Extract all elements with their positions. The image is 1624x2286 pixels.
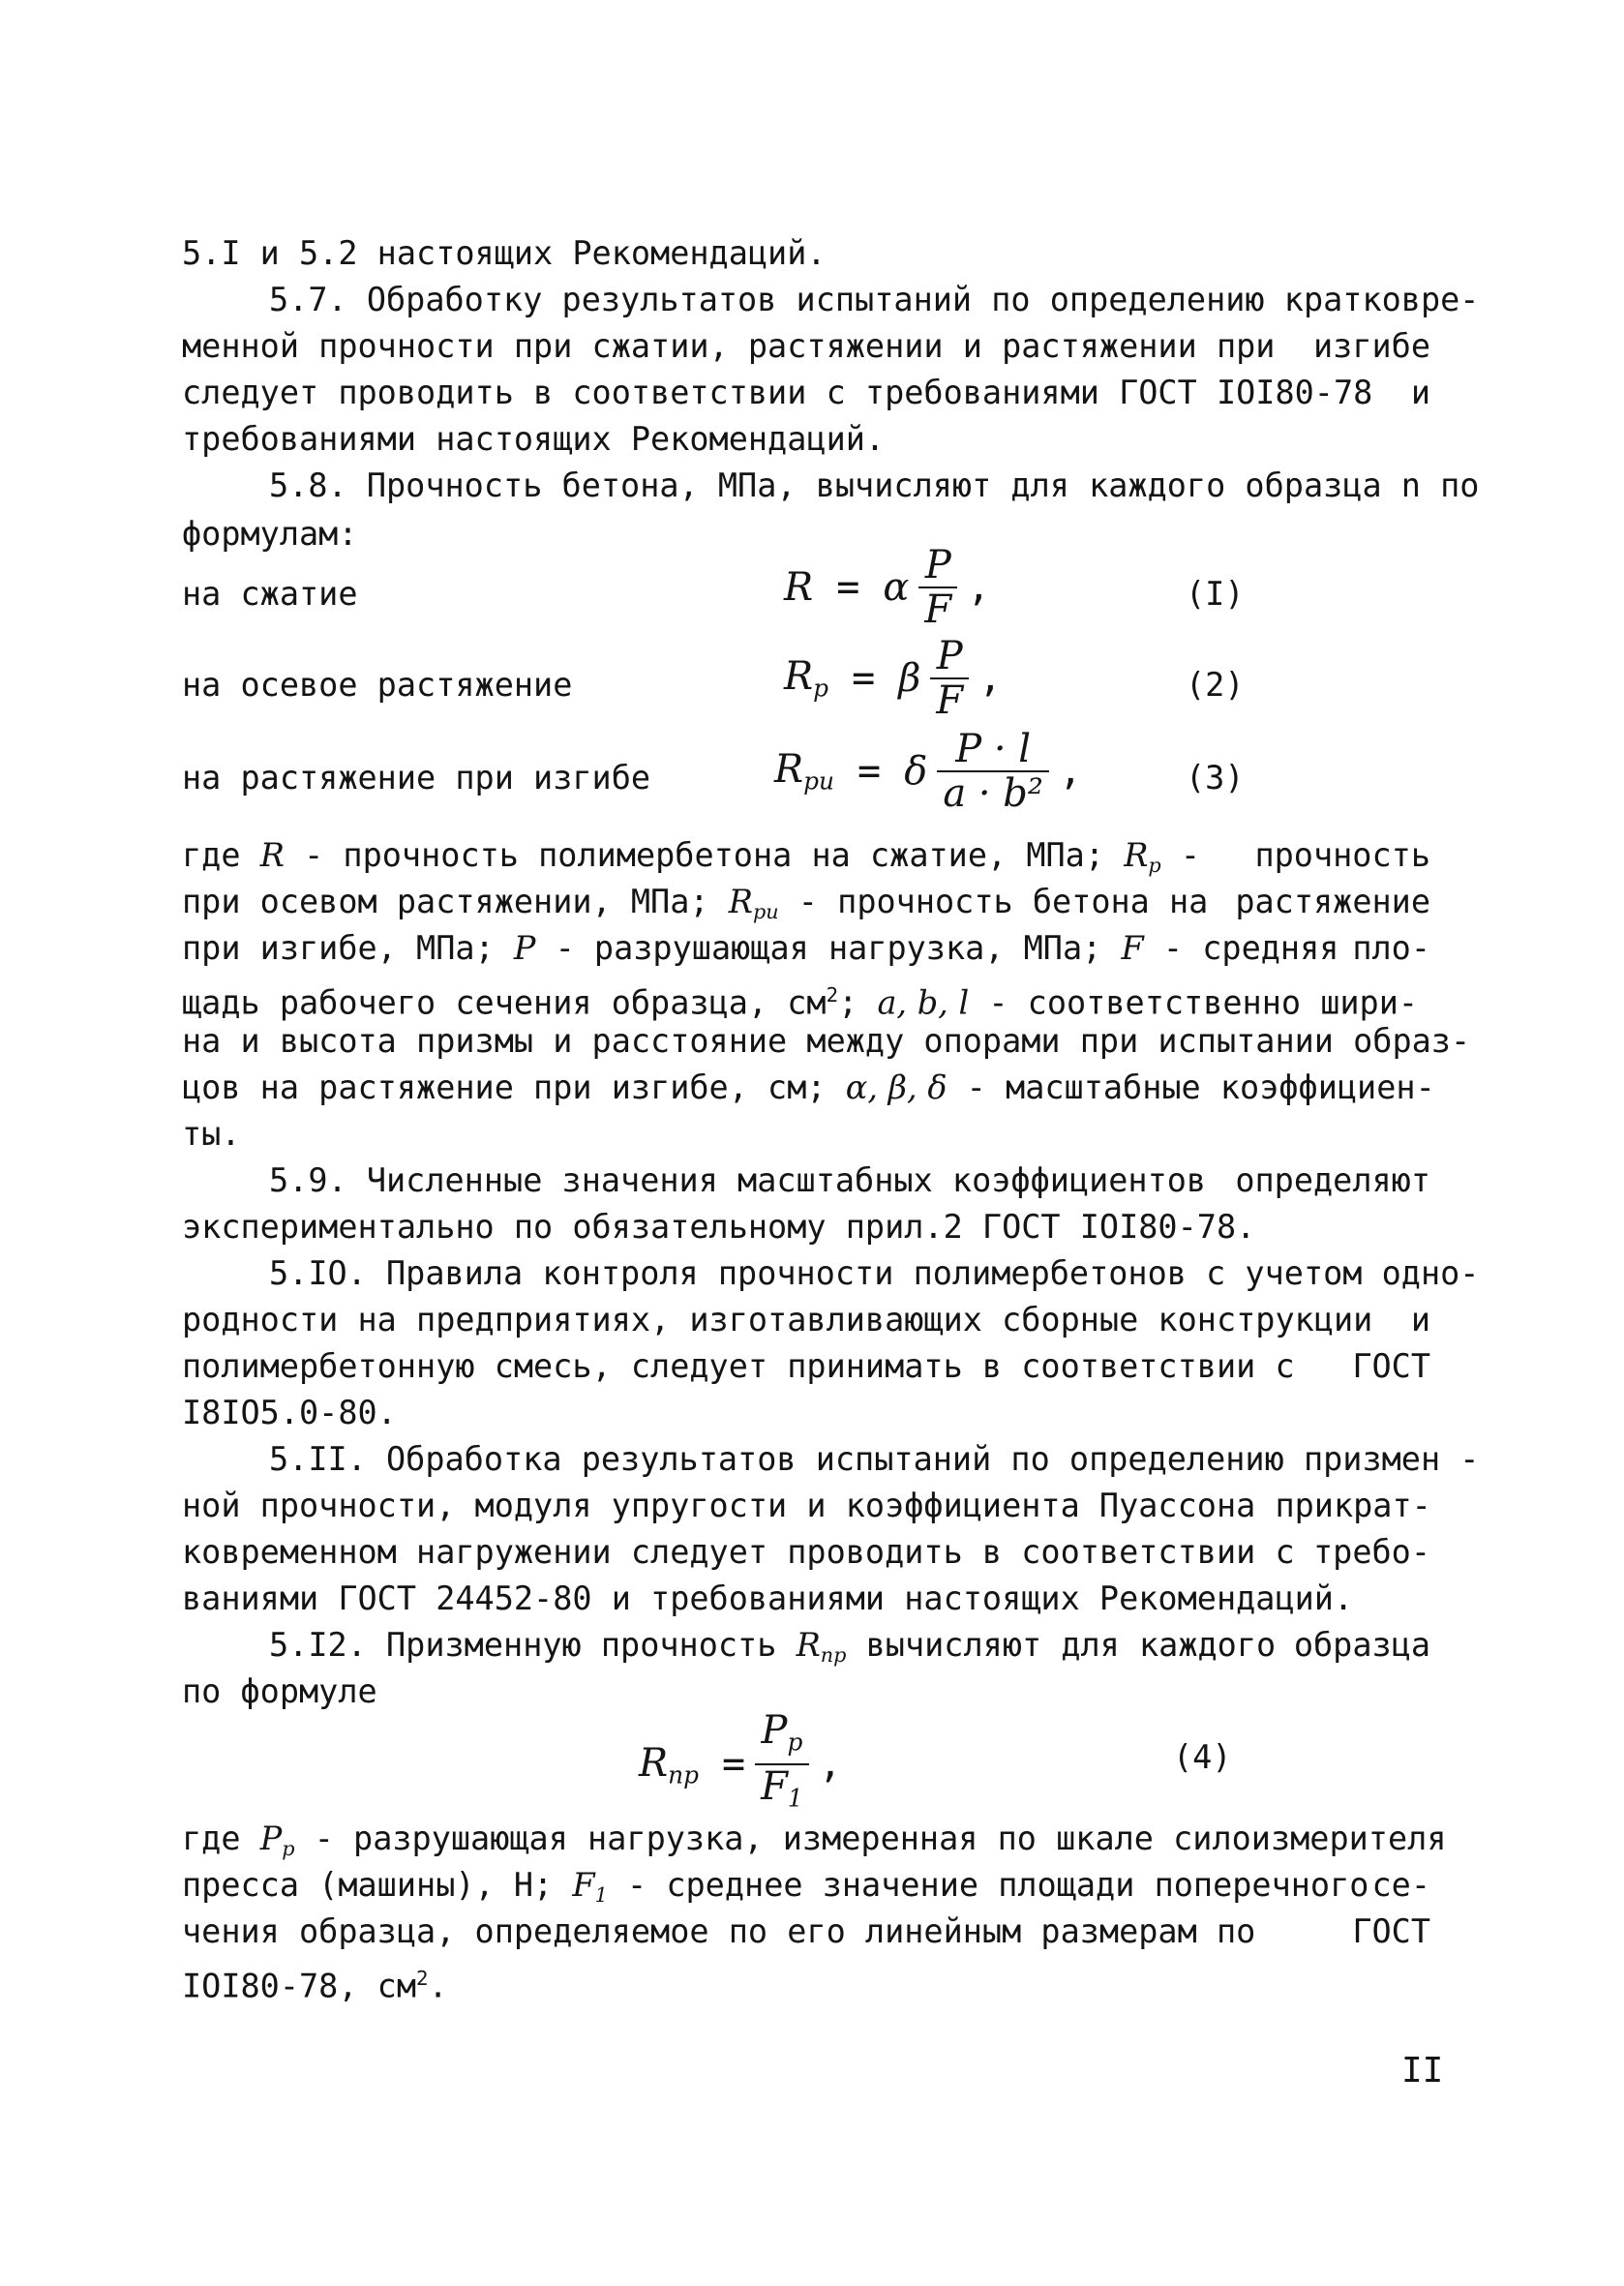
equation-number: (4) — [1173, 1738, 1232, 1776]
text-line: цов на растяжение при изгибе, см; α, β, δ - масштабные коэффициен- — [182, 1068, 1435, 1106]
text-line: пресса (машины), Н; $F_1$ - среднее значение площади поперечного се- — [182, 1866, 1430, 1908]
text-line: при осевом растяжении, МПа; $R_{pu}$ - прочность бетона на растяжение — [182, 883, 1430, 924]
text-line: родности на предприятиях, изготавливающих сборные конструкции и — [182, 1301, 1430, 1339]
equation-label: на растяжение при изгибе — [182, 759, 651, 797]
equation-label: на сжатие — [182, 575, 358, 613]
text-line: 5.I2. Призменную прочность $R_{пр}$ вычисляют для каждого образца — [269, 1626, 1430, 1668]
text-line: щадь рабочего сечения образца, $см^2$; a, b, l - соответственно шири- — [182, 983, 1419, 1022]
equation-prism-strength: $R_{пр}$ = $\frac{P_p}{F_1}$ , — [639, 1713, 842, 1817]
text-line: на и высота призмы и расстояние между опорами при испытании образ- — [182, 1022, 1471, 1060]
text-line: 5.IO. Правила контроля прочности полимербетонов с учетом одно- — [269, 1254, 1480, 1292]
text-line: экспериментально по обязательному прил.2 ГОСТ IOI80-78. — [182, 1208, 1256, 1246]
text-line: где R - прочность полимербетона на сжатие, МПа; $R_p$ - прочность — [182, 836, 1430, 878]
equation-label: на осевое растяжение — [182, 666, 573, 704]
equation-number: (I) — [1186, 575, 1245, 613]
text-line: требованиями настоящих Рекомендаций. — [182, 420, 886, 458]
text-line: менной прочности при сжатии, растяжении и растяжении при изгибе — [182, 327, 1430, 365]
text-line: 5.I и 5.2 настоящих Рекомендаций. — [182, 234, 827, 272]
text-line: ты. — [182, 1115, 241, 1153]
text-line: 5.8. Прочность бетона, МПа, вычисляют для каждого образца n по — [269, 466, 1480, 504]
page-number: II — [1401, 2051, 1444, 2090]
text-line: IOI80-78, $см^2$. — [182, 1967, 448, 2005]
text-line: где $P_p$ - разрушающая нагрузка, измеренная по шкале силоизмерителя — [182, 1820, 1447, 1861]
equation-number: (3) — [1186, 759, 1245, 797]
equation-number: (2) — [1186, 666, 1245, 704]
text-line: 5.9. Численные значения масштабных коэффициентов определяют — [269, 1161, 1430, 1199]
text-line: ковременном нагружении следует проводить в соответствии с требо- — [182, 1533, 1430, 1571]
equation-bending-tension: $R_{pu}$ = δ $\frac{P \cdot l}{\text{a · b²}}$ , — [774, 727, 1083, 816]
equation-axial-tension: $R_p$ = β $\frac{P}{F}$ , — [784, 634, 1003, 723]
text-line: чения образца, определяемое по его линейным размерам по ГОСТ — [182, 1912, 1430, 1950]
text-line: следует проводить в соответствии с требованиями ГОСТ IOI80-78 и — [182, 374, 1430, 411]
text-line: 5.7. Обработку результатов испытаний по определению кратковре- — [269, 281, 1480, 318]
text-line: при изгибе, МПа; P - разрушающая нагрузка, МПа; F - средняя пло- — [182, 929, 1430, 967]
text-line: полимербетонную смесь, следует принимать в соответствии с ГОСТ — [182, 1347, 1430, 1385]
text-line: I8IO5.0-80. — [182, 1394, 397, 1431]
text-line: ваниями ГОСТ 24452-80 и требованиями настоящих Рекомендаций. — [182, 1579, 1354, 1617]
text-line: формулам: — [182, 515, 358, 553]
text-line: 5.II. Обработка результатов испытаний по определению призмен - — [269, 1440, 1480, 1478]
text-line: ной прочности, модуля упругости и коэффициента Пуассона при крат- — [182, 1487, 1431, 1524]
equation-compression: R = α $\frac{P}{F}$ , — [784, 543, 991, 632]
text-line: по формуле — [182, 1672, 377, 1710]
